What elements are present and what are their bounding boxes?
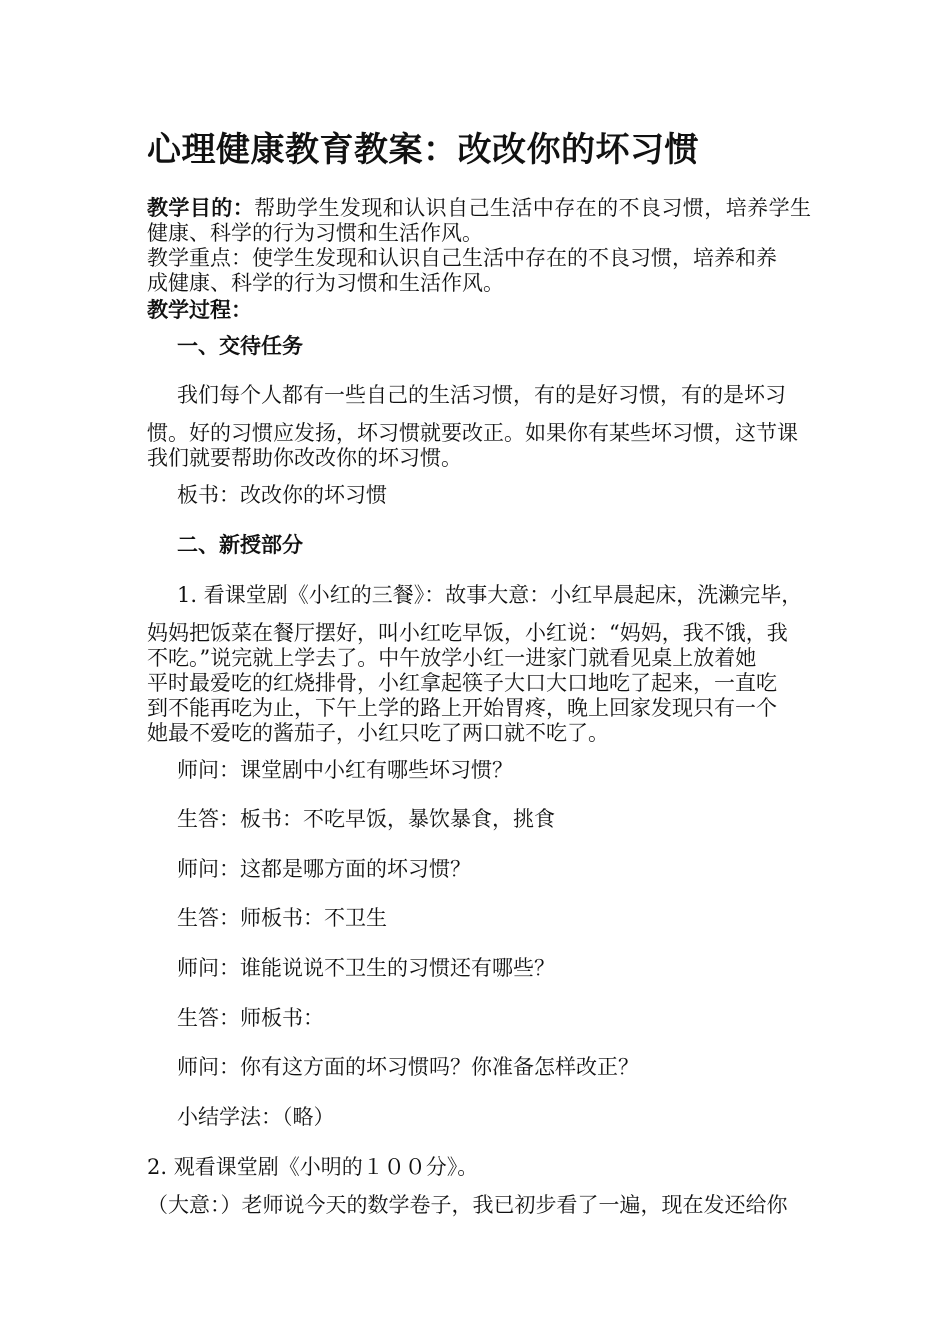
item-1-line-6: 她最不爱吃的酱茄子，小红只吃了两口就不吃了。 — [147, 721, 609, 745]
item-1-line-4: 平时最爱吃的红烧排骨，小红拿起筷子大口大口地吃了起来，一直吃 — [147, 671, 777, 695]
process-heading: 教学过程： — [147, 298, 252, 322]
focus-line-2: 成健康、科学的行为习惯和生活作风。 — [147, 271, 504, 295]
objective-text: 帮助学生发现和认识自己生活中存在的不良习惯，培养学生健康、科学的行为习惯和生活作风。 — [147, 196, 812, 245]
dialogue-line: 生答：师板书： — [177, 1006, 324, 1030]
item-1-line-1: 1. 看课堂剧《小红的三餐》：故事大意：小红早晨起床，洗濑完毕， — [177, 583, 803, 607]
section-1-line-1: 我们每个人都有一些自己的生活习惯，有的是好习惯，有的是坏习 — [177, 383, 786, 407]
objective-paragraph — [147, 196, 811, 246]
dialogue-line: 师问：你有这方面的坏习惯吗？你准备怎样改正？ — [177, 1055, 639, 1079]
page-title: 心理健康教育教案：改改你的坏习惯 — [147, 130, 699, 170]
dialogue-line: 师问：课堂剧中小红有哪些坏习惯？ — [177, 758, 513, 782]
section-1-heading: 一、交待任务 — [177, 334, 303, 358]
dialogue-line: 生答：板书：不吃早饭，暴饮暴食，挑食 — [177, 807, 555, 831]
item-1-line-2: 妈妈把饭菜在餐厅摆好，叫小红吃早饭，小红说：“妈妈，我不饿，我 — [147, 621, 788, 645]
objective-label: 教学目的： — [147, 196, 255, 220]
summary-line: 小结学法：（略） — [177, 1105, 335, 1129]
item-1-line-3: 不吃。”说完就上学去了。中午放学小红一进家门就看见桌上放着她 — [147, 646, 757, 670]
section-2-heading: 二、新授部分 — [177, 533, 303, 557]
dialogue-line: 生答：师板书：不卫生 — [177, 906, 387, 930]
section-1-line-2: 惯。好的习惯应发扬，坏习惯就要改正。如果你有某些坏习惯，这节课 — [147, 421, 798, 445]
focus-line-1: 教学重点：使学生发现和认识自己生活中存在的不良习惯，培养和养 — [147, 246, 777, 270]
item-2-heading: 2. 观看课堂剧《小明的１００分》。 — [147, 1155, 479, 1179]
item-2-line-1: （大意：）老师说今天的数学卷子，我已初步看了一遍，现在发还给你 — [147, 1193, 788, 1217]
dialogue-line: 师问：谁能说说不卫生的习惯还有哪些？ — [177, 956, 555, 980]
board-note-1: 板书：改改你的坏习惯 — [177, 483, 387, 507]
section-1-line-3: 我们就要帮助你改改你的坏习惯。 — [147, 446, 462, 470]
dialogue-line: 师问：这都是哪方面的坏习惯？ — [177, 857, 471, 881]
item-1-line-5: 到不能再吃为止，下午上学的路上开始胃疼，晚上回家发现只有一个 — [147, 696, 777, 720]
